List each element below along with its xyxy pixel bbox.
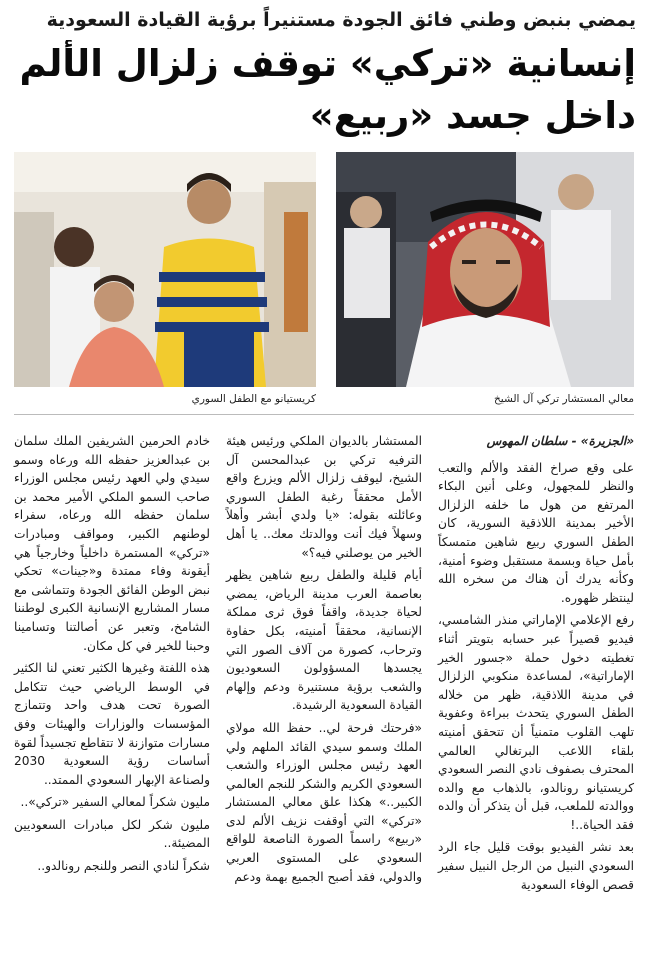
column3-paragraph-1: خادم الحرمين الشريفين الملك سلمان بن عبدالعزيز حفظه الله ورعاه وسمو سيدي ولي العهد رئيس مجلس الوزراء صاحب السمو الملكي الأمير محمد بن سلمان حفظه الله ورعاه، سفراء لوطنهم الكبير، ومواقف ومبادرات «تركي» المستمرة داخلياً وخارجياً هي أيقونة وفاء ممتدة و«جينات» تحكي نبض الوطن الفائق الجودة وتتماشى مع مسار المشاريع الإنسانية الكبرى لوطننا الشامخ، وتعبر عن أصالتنا وتسامينا وحبنا للخير في كل مكان. <box>14 434 210 653</box>
column1-paragraph-1: على وقع صراخ الفقد والألم والتعب والنظر للمجهول، وعلى أنين البكاء المرتفع من هول ما خلفه الزلزال الأخير بمدينة اللاذقية السورية، كان الطفل السوري ربيع شاهين متمسكاً بأمل حياة وبسمة مستقبل وضوء أمنية، وكأنه يدرك أن هناك من سخره الله لينتظر ظهوره. <box>438 460 634 605</box>
section-divider <box>14 414 634 415</box>
column3-paragraph-2: هذه اللفتة وغيرها الكثير تعني لنا الكثير في الوسط الرياضي حيث تتكامل الصورة تحت هدف واحد وتتمازج المؤسسات والوزارات والهيئات وفق مسارات متوازنة لا تتقاطع تجسيداً لقوة أساسات رؤية السعودية 2030 ولصناعة الإبهار السعودي الممتد.. <box>14 661 210 787</box>
column2-paragraph-1: المستشار بالديوان الملكي ورئيس هيئة الترفيه تركي بن عبدالمحسن آل الشيخ، ليوقف زلزال الألم ويزرع واقع الأمل محققاً رغبة الطفل السوري وعائلته بقوله: «يا ولدي أبشر وأهلاً وسهلاً فيك أنت ووالدتك معك.. يا أهل الخير من يوصلني فيه؟» <box>226 434 422 560</box>
kicker-subheadline: يمضي بنبض وطني فائق الجودة مستنيراً برؤية القيادة السعودية <box>46 9 636 31</box>
headline-line-2: داخل جسد «ربيع» <box>309 94 636 137</box>
headline-line-1: إنسانية «تركي» توقف زلزال الألم <box>19 42 636 85</box>
column2-paragraph-3: «فرحتك فرحة لي.. حفظ الله مولاي الملك وسمو سيدي القائد الملهم ولي العهد رئيس مجلس الوزراء والشعب السعودي الكريم والشكر للنجم العالمي الكبير..» هكذا علق معالي المستشار «تركي» التي أوقفت نزيف الألم لدى «ربيع» راسماً الصورة الناصعة للواقع السعودي على المستوى العربي والدولي، فقد أصبح الجميع بهمة ودعم <box>226 720 422 884</box>
column1-paragraph-2: رفع الإعلامي الإماراتي منذر الشامسي، فيديو قصيراً عبر حسابه بتويتر أثناء تغطيته دخول حملة «جسور الخير الإماراتية»، لمساعدة منكوبي الزلزال في مدينة اللاذقية، ظهر من خلاله الطفل السوري يتحدث ببراءة وعفوية تلهب القلوب متمنياً أن تتحقق أمنيته بلقاء اللاعب البرتغالي العالمي المحترف بصفوف نادي النصر السعودي كريستيانو رونالدو، بالذهاب مع والده ووالدته للملعب، قبل أن يتذكر أن والده فقد الحياة..! <box>438 613 634 832</box>
column2-paragraph-2: أيام قليلة والطفل ربيع شاهين يظهر بعاصمة العرب مدينة الرياض، يمضي لحياة جديدة، واقفاً فوق ثرى مملكة الإنسانية، محققاً أمنيته، بكل حفاوة وترحاب، كصورة من آلاف الصور التي يجسدها المسؤولون السعوديون والشعب برؤية مستنيرة ودعم وإلهام القيادة السعودية الرشيدة. <box>226 568 422 713</box>
column1-paragraph-3: بعد نشر الفيديو بوقت قليل جاء الرد السعودي النبيل من الرجل النبيل سفير قصص الوفاء السعودية <box>438 840 634 892</box>
photo-ronaldo-with-boy-image <box>14 152 316 387</box>
column3-paragraph-3: مليون شكراً لمعالي السفير «تركي».. <box>20 795 210 810</box>
article-column-1 <box>438 432 634 898</box>
photo-caption-left: كريستيانو مع الطفل السوري <box>191 393 316 405</box>
article-column-3 <box>14 432 210 880</box>
photo-ronaldo-with-boy <box>14 152 316 387</box>
photo-turki-alsheikh <box>336 152 634 387</box>
column3-paragraph-5: شكراً لنادي النصر وللنجم رونالدو.. <box>37 859 210 874</box>
column3-paragraph-4: مليون شكر لكل مبادرات السعوديين المضيئة.. <box>14 817 210 851</box>
photo-turki-alsheikh-image <box>336 152 634 387</box>
photo-caption-right: معالي المستشار تركي آل الشيخ <box>494 393 634 405</box>
article-column-2 <box>226 432 422 890</box>
byline: «الجزيرة» - سلطان المهوس <box>486 434 634 448</box>
